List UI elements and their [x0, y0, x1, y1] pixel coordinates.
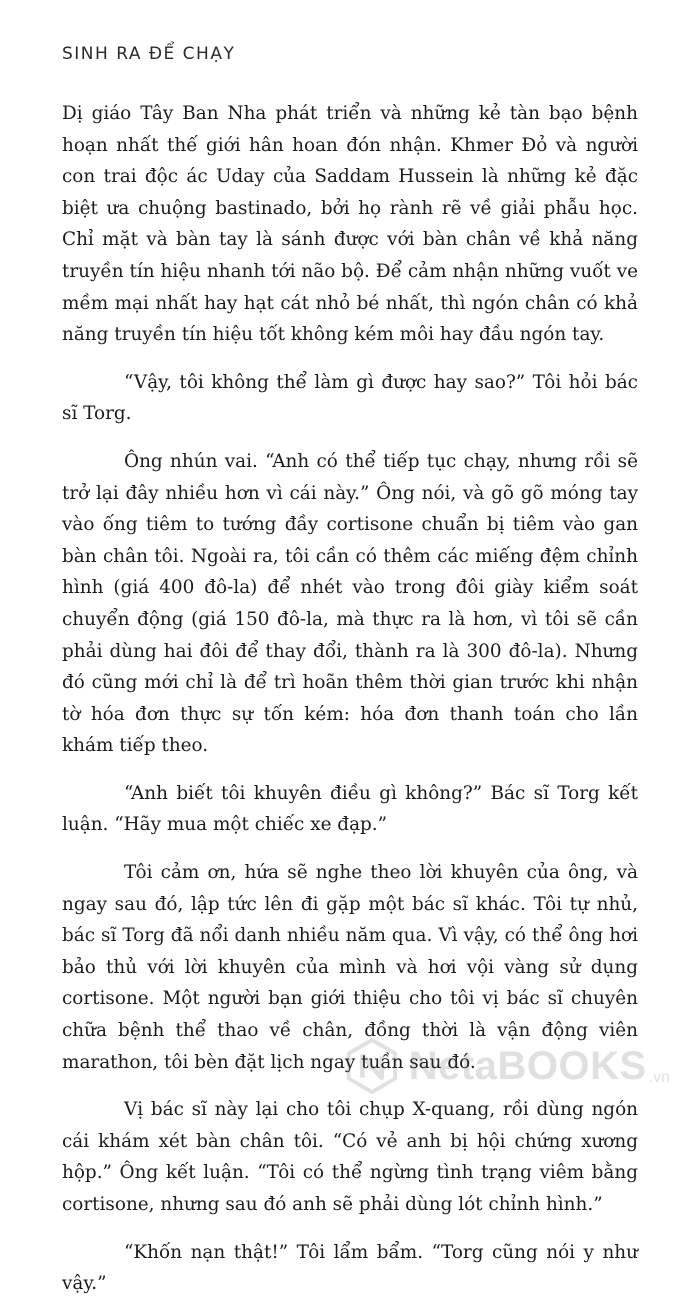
paragraph-4: “Anh biết tôi khuyên điều gì không?” Bác sĩ Torg kết luận. “Hãy mua một chiếc xe đạp.”	[62, 782, 638, 836]
paragraph-3: Ông nhún vai. “Anh có thể tiếp tục chạy, nhưng rồi sẽ trở lại đây nhiều hơn vì cái này.” Ông nói, và gõ gõ móng tay vào ống tiêm to tướng đầy cortisone chuẩn bị tiêm vào gan bàn chân tôi. Ngoài ra, tôi cần có thêm các miếng đệm chỉnh hình (giá 400 đô-la) để nhét vào trong đôi giày kiểm soát chuyển động (giá 150 đô-la, mà thực ra là hơn, vì tôi sẽ cần phải dùng hai đôi để thay đổi, thành ra là 300 đô-la). Nhưng đó cũng mới chỉ là để trì hoãn thêm thời gian trước khi nhận tờ hóa đơn thực sự tốn kém: hóa đơn thanh toán cho lần khám tiếp theo.	[62, 450, 638, 757]
watermark	[343, 1037, 670, 1095]
paragraph-7: “Khốn nạn thật!” Tôi lẩm bẩm. “Torg cũng nói y như vậy.”	[62, 1241, 638, 1295]
running-title: SINH RA ĐỂ CHẠY	[62, 44, 236, 64]
paragraph-2: “Vậy, tôi không thể làm gì được hay sao?” Tôi hỏi bác sĩ Torg.	[62, 371, 638, 425]
netabooks-logo-icon	[343, 1037, 401, 1095]
watermark-brand: NetaBOOKS	[408, 1043, 647, 1088]
paragraph-6: Vị bác sĩ này lại cho tôi chụp X-quang, rồi dùng ngón cái khám xét bàn chân tôi. “Có vẻ anh bị hội chứng xương hộp.” Ông kết luận. “Tôi có thể ngừng tình trạng viêm bằng cortisone, nhưng sau đó anh sẽ phải dùng lót chỉnh hình.”	[62, 1099, 638, 1215]
body-text	[62, 98, 638, 1316]
paragraph-1: Dị giáo Tây Ban Nha phát triển và những kẻ tàn bạo bệnh hoạn nhất thế giới hân hoan đón nhận. Khmer Đỏ và người con trai độc ác Uday của Saddam Hussein là những kẻ đặc biệt ưa chuộng bastinado, bởi họ rành rẽ về giải phẫu học. Chỉ mặt và bàn tay là sánh được với bàn chân về khả năng truyền tín hiệu nhanh tới não bộ. Để cảm nhận những vuốt ve mềm mại nhất hay hạt cát nhỏ bé nhất, thì ngón chân có khả năng truyền tín hiệu tốt không kém môi hay đầu ngón tay.	[62, 103, 638, 346]
watermark-tld: .vn	[648, 1069, 670, 1086]
paragraph-5: Tôi cảm ơn, hứa sẽ nghe theo lời khuyên của ông, và ngay sau đó, lập tức lên đi gặp một bác sĩ khác. Tôi tự nhủ, bác sĩ Torg đã nổi danh nhiều năm qua. Vì vậy, có thể ông hơi bảo thủ với lời khuyên của mình và hơi vội vàng sử dụng cortisone. Một người bạn giới thiệu cho tôi vị bác sĩ chuyên chữa bệnh thể thao về chân, đồng thời là vận động viên marathon, tôi bèn đặt lịch ngay tuần sau đó.	[62, 862, 638, 1073]
